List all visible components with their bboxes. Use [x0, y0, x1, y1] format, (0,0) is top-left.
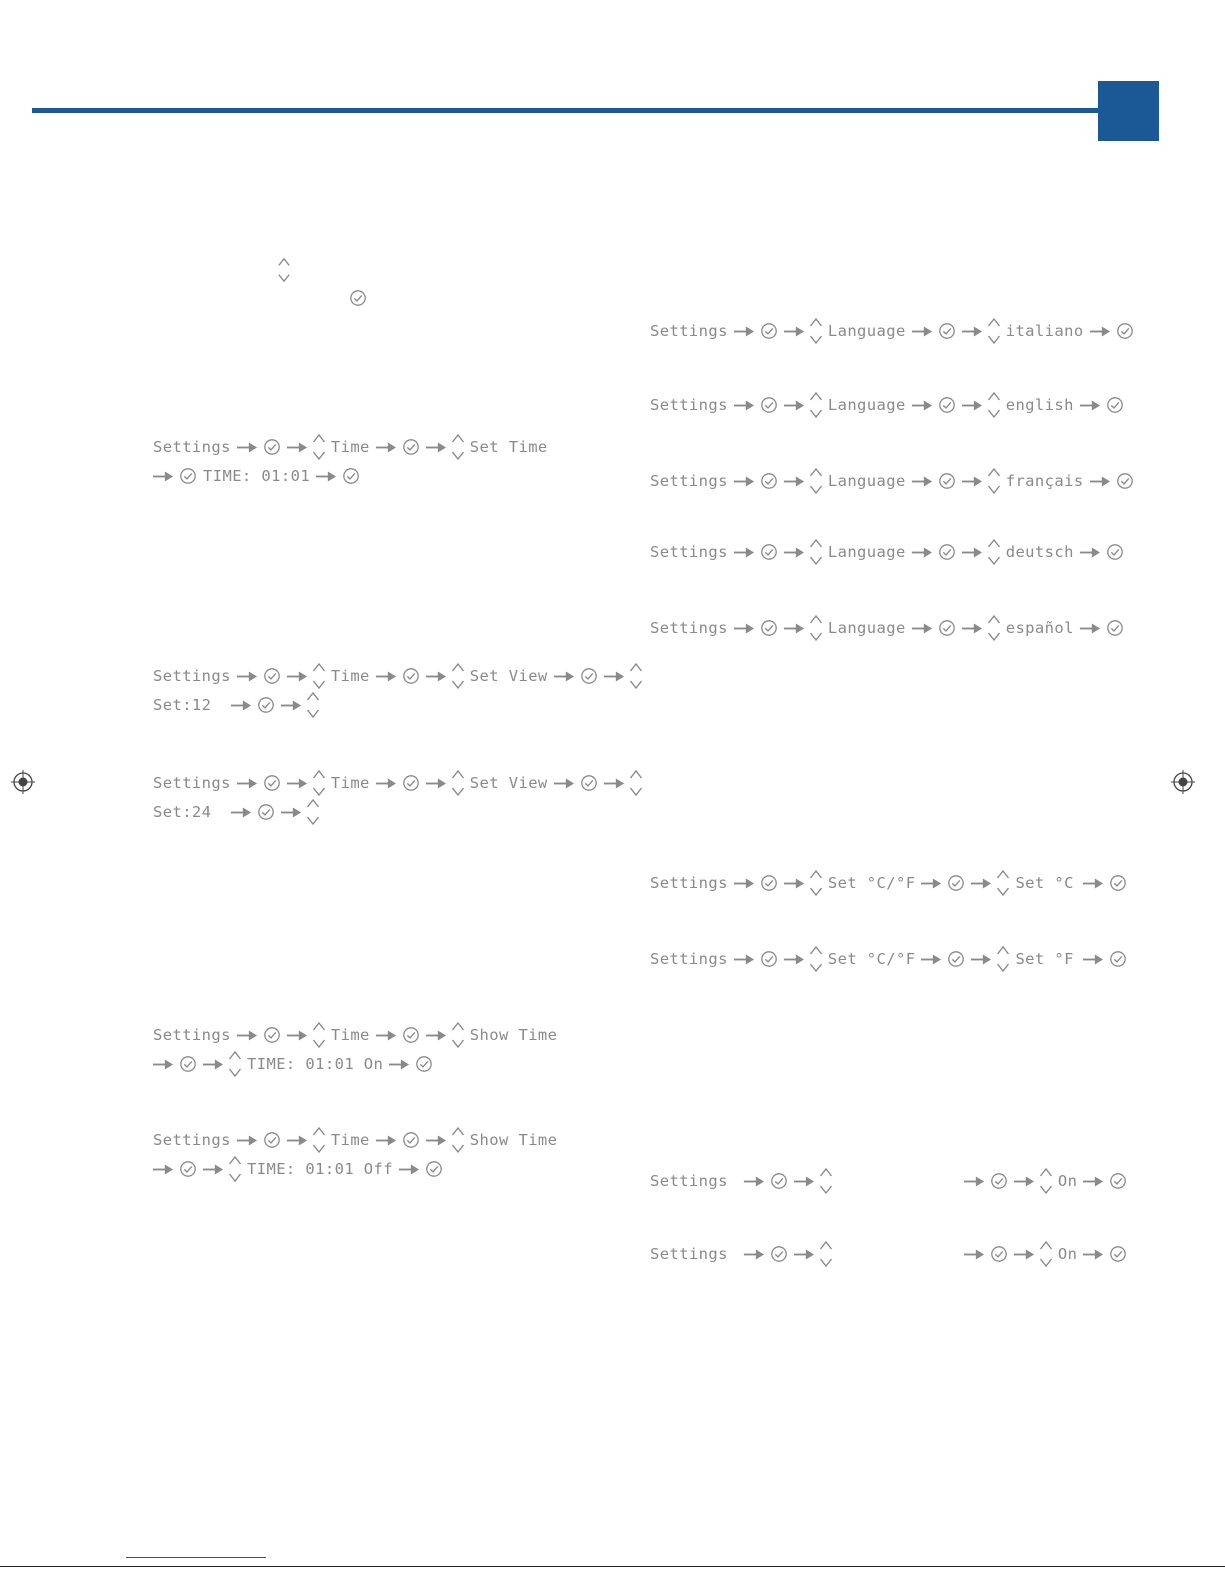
arrow-right-icon	[152, 1163, 174, 1176]
chevron-up-down-icon	[987, 613, 1001, 643]
temperature-value: Set °F	[1015, 950, 1074, 968]
arrow-right-icon	[375, 1134, 397, 1147]
settings-label: Settings	[153, 1026, 231, 1044]
view-24h-flow-line1	[150, 768, 645, 798]
check-circle-icon	[402, 1131, 420, 1149]
chevron-up-down-icon	[809, 868, 823, 898]
arrow-right-icon	[1079, 399, 1101, 412]
chevron-up-down-icon	[451, 432, 465, 462]
check-circle-icon	[402, 774, 420, 792]
arrow-right-icon	[793, 1248, 815, 1261]
check-circle-icon	[760, 322, 778, 340]
check-circle-icon	[990, 1245, 1008, 1263]
arrow-right-icon	[911, 325, 933, 338]
time-label: Time	[330, 774, 370, 792]
set-view-label: Set View	[469, 667, 548, 685]
settings-label: Settings	[650, 1245, 728, 1263]
chevron-up-down-icon	[987, 316, 1001, 346]
arrow-right-icon	[920, 953, 942, 966]
show-time-off-flow-line1	[150, 1125, 560, 1155]
show-time-value: TIME: 01:01 On	[247, 1055, 384, 1073]
chevron-up-down-icon	[996, 868, 1010, 898]
language-value: español	[1005, 619, 1074, 637]
arrow-right-icon	[970, 877, 992, 890]
check-circle-icon	[263, 667, 281, 685]
arrow-right-icon	[783, 475, 805, 488]
language-label: Language	[827, 472, 906, 490]
chevron-up-down-icon	[987, 466, 1001, 496]
arrow-right-icon	[961, 622, 983, 635]
arrow-right-icon	[286, 1029, 308, 1042]
check-circle-icon	[1109, 1245, 1127, 1263]
arrow-right-icon	[783, 622, 805, 635]
check-circle-icon	[760, 619, 778, 637]
chevron-up-down-icon	[1039, 1166, 1053, 1196]
check-circle-icon	[938, 396, 956, 414]
check-circle-icon	[938, 543, 956, 561]
arrow-right-icon	[733, 399, 755, 412]
settings-label: Settings	[153, 438, 231, 456]
check-circle-icon	[1106, 619, 1124, 637]
settings-label: Settings	[650, 619, 728, 637]
arrow-right-icon	[236, 670, 258, 683]
chevron-up-down-icon	[809, 944, 823, 974]
chevron-up-down-icon	[312, 661, 326, 691]
arrow-right-icon	[553, 670, 575, 683]
arrow-right-icon	[425, 1029, 447, 1042]
arrow-right-icon	[236, 441, 258, 454]
arrow-right-icon	[743, 1175, 765, 1188]
check-circle-icon	[257, 696, 275, 714]
temperature-menu-label: Set °C/°F	[827, 950, 916, 968]
arrow-right-icon	[425, 777, 447, 790]
arrow-right-icon	[236, 777, 258, 790]
chevron-up-down-icon	[819, 1239, 833, 1269]
language-label: Language	[827, 619, 906, 637]
check-circle-icon	[402, 667, 420, 685]
chevron-up-down-icon	[451, 661, 465, 691]
chevron-up-down-icon	[306, 797, 320, 827]
arrow-right-icon	[315, 470, 337, 483]
view-12h-flow-line1	[150, 661, 645, 691]
arrow-right-icon	[152, 1058, 174, 1071]
check-circle-icon	[770, 1245, 788, 1263]
toggle-flow-second	[647, 1239, 1130, 1269]
settings-label: Settings	[650, 472, 728, 490]
arrow-right-icon	[961, 399, 983, 412]
check-circle-icon	[263, 438, 281, 456]
settings-label: Settings	[153, 774, 231, 792]
arrow-right-icon	[783, 877, 805, 890]
chevron-up-down-icon	[312, 1020, 326, 1050]
check-circle-icon	[263, 1026, 281, 1044]
check-circle-icon	[179, 1055, 197, 1073]
check-circle-icon	[760, 950, 778, 968]
set-time-flow-line1	[150, 432, 551, 462]
arrow-right-icon	[733, 325, 755, 338]
temperature-menu-label: Set °C/°F	[827, 874, 916, 892]
arrow-right-icon	[1013, 1248, 1035, 1261]
arrow-right-icon	[963, 1175, 985, 1188]
check-circle-icon	[1116, 322, 1134, 340]
arrow-right-icon	[230, 806, 252, 819]
chevron-up-down-icon	[228, 1154, 242, 1184]
chevron-up-down-icon	[987, 537, 1001, 567]
arrow-right-icon	[961, 475, 983, 488]
check-circle-icon	[1106, 543, 1124, 561]
settings-label: Settings	[650, 950, 728, 968]
check-circle-icon	[263, 774, 281, 792]
arrow-right-icon	[793, 1175, 815, 1188]
language-value: italiano	[1005, 322, 1084, 340]
arrow-right-icon	[783, 325, 805, 338]
check-circle-icon	[938, 619, 956, 637]
chevron-up-down-icon	[809, 613, 823, 643]
set-view-label: Set View	[469, 774, 548, 792]
arrow-right-icon	[1089, 475, 1111, 488]
show-time-on-flow-line1	[150, 1020, 560, 1050]
arrow-right-icon	[783, 546, 805, 559]
chevron-up-down-icon	[987, 390, 1001, 420]
language-value: deutsch	[1005, 543, 1074, 561]
show-time-label: Show Time	[469, 1026, 558, 1044]
time-label: Time	[330, 438, 370, 456]
check-circle-icon	[938, 472, 956, 490]
check-circle-icon	[402, 1026, 420, 1044]
check-circle-icon	[760, 874, 778, 892]
check-circle-icon	[760, 396, 778, 414]
chevron-up-down-icon	[1039, 1239, 1053, 1269]
arrow-right-icon	[970, 953, 992, 966]
check-circle-icon	[1106, 396, 1124, 414]
chevron-up-down-icon	[629, 661, 643, 691]
arrow-right-icon	[286, 1134, 308, 1147]
arrow-right-icon	[280, 806, 302, 819]
arrow-right-icon	[375, 777, 397, 790]
chevron-up-down-icon	[809, 316, 823, 346]
check-circle-icon	[402, 438, 420, 456]
check-circle-icon	[342, 467, 360, 485]
arrow-right-icon	[202, 1058, 224, 1071]
chevron-up-down-icon	[451, 1125, 465, 1155]
set-time-flow-line2	[150, 461, 363, 491]
arrow-right-icon	[961, 546, 983, 559]
arrow-right-icon	[743, 1248, 765, 1261]
check-circle-icon	[760, 543, 778, 561]
toggle-value: On	[1057, 1172, 1078, 1190]
chevron-up-down-icon	[312, 432, 326, 462]
arrow-right-icon	[1082, 953, 1104, 966]
language-label: Language	[827, 543, 906, 561]
arrow-right-icon	[1089, 325, 1111, 338]
header-rule	[32, 108, 1102, 113]
temperature-flow-fahrenheit	[647, 944, 1130, 974]
arrow-right-icon	[733, 877, 755, 890]
chevron-up-down-icon	[629, 768, 643, 798]
arrow-right-icon	[286, 777, 308, 790]
language-flow-francais	[647, 466, 1137, 496]
chevron-up-down-icon	[819, 1166, 833, 1196]
time-label: Time	[330, 667, 370, 685]
arrow-right-icon	[425, 441, 447, 454]
chevron-up-down-icon	[312, 1125, 326, 1155]
arrow-right-icon	[1082, 1248, 1104, 1261]
arrow-right-icon	[1082, 877, 1104, 890]
footer-rule	[0, 1566, 1225, 1567]
arrow-right-icon	[963, 1248, 985, 1261]
arrow-right-icon	[920, 877, 942, 890]
view-value: Set:12	[153, 696, 212, 714]
check-circle-icon	[580, 774, 598, 792]
view-12h-flow-line2	[150, 690, 322, 720]
arrow-right-icon	[375, 441, 397, 454]
language-flow-espanol	[647, 613, 1127, 643]
settings-label: Settings	[650, 396, 728, 414]
arrow-right-icon	[280, 699, 302, 712]
check-circle-icon	[179, 1160, 197, 1178]
arrow-right-icon	[286, 670, 308, 683]
arrow-right-icon	[911, 622, 933, 635]
check-circle-icon	[938, 322, 956, 340]
check-circle-icon	[1109, 950, 1127, 968]
check-circle-icon	[580, 667, 598, 685]
settings-label: Settings	[650, 543, 728, 561]
check-circle-icon	[947, 950, 965, 968]
check-circle-icon	[257, 803, 275, 821]
check-circle-icon	[415, 1055, 433, 1073]
check-circle-icon	[947, 874, 965, 892]
arrow-right-icon	[230, 699, 252, 712]
arrow-right-icon	[152, 470, 174, 483]
chevron-up-down-icon	[228, 1049, 242, 1079]
chevron-up-down-icon	[277, 256, 291, 284]
arrow-right-icon	[1082, 1175, 1104, 1188]
arrow-right-icon	[236, 1134, 258, 1147]
arrow-right-icon	[375, 670, 397, 683]
arrow-right-icon	[783, 953, 805, 966]
settings-label: Settings	[650, 322, 728, 340]
arrow-right-icon	[425, 1134, 447, 1147]
set-time-label: Set Time	[469, 438, 548, 456]
settings-label: Settings	[650, 1172, 728, 1190]
chevron-up-down-icon	[451, 1020, 465, 1050]
chevron-up-down-icon	[809, 537, 823, 567]
settings-label: Settings	[153, 1131, 231, 1149]
settings-label: Settings	[650, 874, 728, 892]
check-circle-icon	[1116, 472, 1134, 490]
chevron-up-down-icon	[809, 390, 823, 420]
check-circle-icon	[179, 467, 197, 485]
arrow-right-icon	[202, 1163, 224, 1176]
temperature-flow-celsius	[647, 868, 1130, 898]
arrow-right-icon	[553, 777, 575, 790]
arrow-right-icon	[733, 953, 755, 966]
settings-label: Settings	[153, 667, 231, 685]
arrow-right-icon	[911, 546, 933, 559]
view-24h-flow-line2	[150, 797, 322, 827]
show-time-off-flow-line2	[150, 1154, 446, 1184]
chevron-up-down-icon	[451, 768, 465, 798]
arrow-right-icon	[286, 441, 308, 454]
show-time-label: Show Time	[469, 1131, 558, 1149]
arrow-right-icon	[911, 399, 933, 412]
arrow-right-icon	[1079, 546, 1101, 559]
toggle-flow-first	[647, 1166, 1130, 1196]
language-flow-deutsch	[647, 537, 1127, 567]
check-circle-icon	[425, 1160, 443, 1178]
language-flow-italiano	[647, 316, 1137, 346]
arrow-right-icon	[1079, 622, 1101, 635]
arrow-right-icon	[375, 1029, 397, 1042]
registration-mark-icon	[11, 770, 35, 794]
arrow-right-icon	[236, 1029, 258, 1042]
toggle-value: On	[1057, 1245, 1078, 1263]
check-circle-icon	[770, 1172, 788, 1190]
chevron-up-down-icon	[306, 690, 320, 720]
check-circle-icon	[349, 289, 367, 307]
chapter-tab	[1098, 81, 1159, 141]
arrow-right-icon	[783, 399, 805, 412]
chevron-up-down-icon	[809, 466, 823, 496]
chevron-up-down-icon	[312, 768, 326, 798]
check-circle-icon	[263, 1131, 281, 1149]
check-circle-icon	[1109, 874, 1127, 892]
arrow-right-icon	[733, 622, 755, 635]
arrow-right-icon	[733, 475, 755, 488]
time-label: Time	[330, 1131, 370, 1149]
arrow-right-icon	[1013, 1175, 1035, 1188]
language-value: english	[1005, 396, 1074, 414]
check-circle-icon	[990, 1172, 1008, 1190]
time-value: TIME: 01:01	[203, 467, 311, 485]
arrow-right-icon	[911, 475, 933, 488]
arrow-right-icon	[733, 546, 755, 559]
time-label: Time	[330, 1026, 370, 1044]
arrow-right-icon	[388, 1058, 410, 1071]
language-flow-english	[647, 390, 1127, 420]
arrow-right-icon	[603, 670, 625, 683]
language-label: Language	[827, 322, 906, 340]
language-label: Language	[827, 396, 906, 414]
view-value: Set:24	[153, 803, 212, 821]
chevron-up-down-icon	[996, 944, 1010, 974]
arrow-right-icon	[603, 777, 625, 790]
show-time-value: TIME: 01:01 Off	[247, 1160, 393, 1178]
footer-link-underline	[126, 1557, 266, 1558]
temperature-value: Set °C	[1015, 874, 1074, 892]
arrow-right-icon	[961, 325, 983, 338]
arrow-right-icon	[398, 1163, 420, 1176]
language-value: français	[1005, 472, 1084, 490]
check-circle-icon	[760, 472, 778, 490]
check-circle-icon	[1109, 1172, 1127, 1190]
arrow-right-icon	[425, 670, 447, 683]
show-time-on-flow-line2	[150, 1049, 436, 1079]
registration-mark-icon	[1171, 770, 1195, 794]
